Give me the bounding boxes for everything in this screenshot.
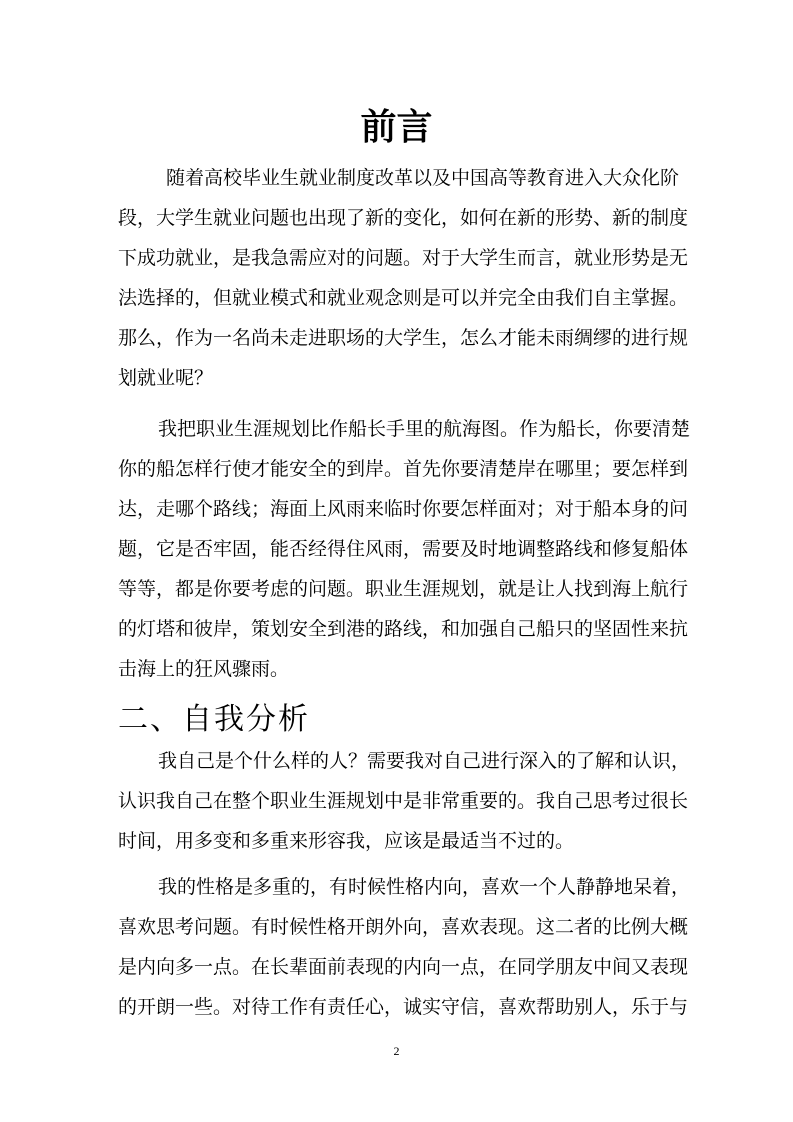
section-heading: 二、自我分析 [118,702,310,737]
section2-paragraph-1 [118,741,691,861]
text-line: 法选择的，但就业模式和就业观念则是可以并完全由我们自主掌握。 [118,287,689,309]
text-line: 认识我自己在整个职业生涯规划中是非常重要的。我自己思考过很长 [118,790,689,812]
text-line: 题，它是否牢固，能否经得住风雨，需要及时地调整路线和修复船体 [118,538,689,560]
text-line: 你的船怎样行使才能安全的到岸。首先你要清楚岸在哪里；要怎样到 [118,458,689,480]
section2-paragraph-2 [118,867,691,1027]
preface-paragraph-2 [118,409,691,689]
text-line: 随着高校毕业生就业制度改革以及中国高等教育进入大众化阶 [166,167,680,189]
text-line: 划就业呢？ [118,367,214,389]
preface-paragraph-1 [118,158,689,398]
text-line: 的灯塔和彼岸，策划安全到港的路线，和加强自己船只的坚固性来抗 [118,618,689,640]
text-line: 达，走哪个路线；海面上风雨来临时你要怎样面对；对于船本身的问 [118,498,689,520]
page-title: 前言 [360,107,433,148]
text-line: 击海上的狂风骤雨。 [118,658,290,680]
text-line: 等等，都是你要考虑的问题。职业生涯规划，就是让人找到海上航行 [118,578,689,600]
text-line: 那么，作为一名尚未走进职场的大学生，怎么才能未雨绸缪的进行规 [118,327,689,349]
text-line: 是内向多一点。在长辈面前表现的内向一点，在同学朋友中间又表现 [118,956,689,978]
text-line: 段，大学生就业问题也出现了新的变化，如何在新的形势、新的制度 [118,207,689,229]
text-line: 时间，用多变和多重来形容我，应该是最适当不过的。 [118,830,575,852]
text-line: 我把职业生涯规划比作船长手里的航海图。作为船长，你要清楚 [158,418,691,440]
text-line: 我的性格是多重的，有时候性格内向，喜欢一个人静静地呆着， [158,876,691,898]
text-line: 下成功就业，是我急需应对的问题。对于大学生而言，就业形势是无 [118,247,689,269]
text-line: 我自己是个什么样的人？需要我对自己进行深入的了解和认识， [158,750,691,772]
text-line: 喜欢思考问题。有时候性格开朗外向，喜欢表现。这二者的比例大概 [118,916,689,938]
page-number: 2 [393,1044,400,1058]
text-line: 的开朗一些。对待工作有责任心，诚实守信，喜欢帮助别人，乐于与 [118,996,689,1018]
